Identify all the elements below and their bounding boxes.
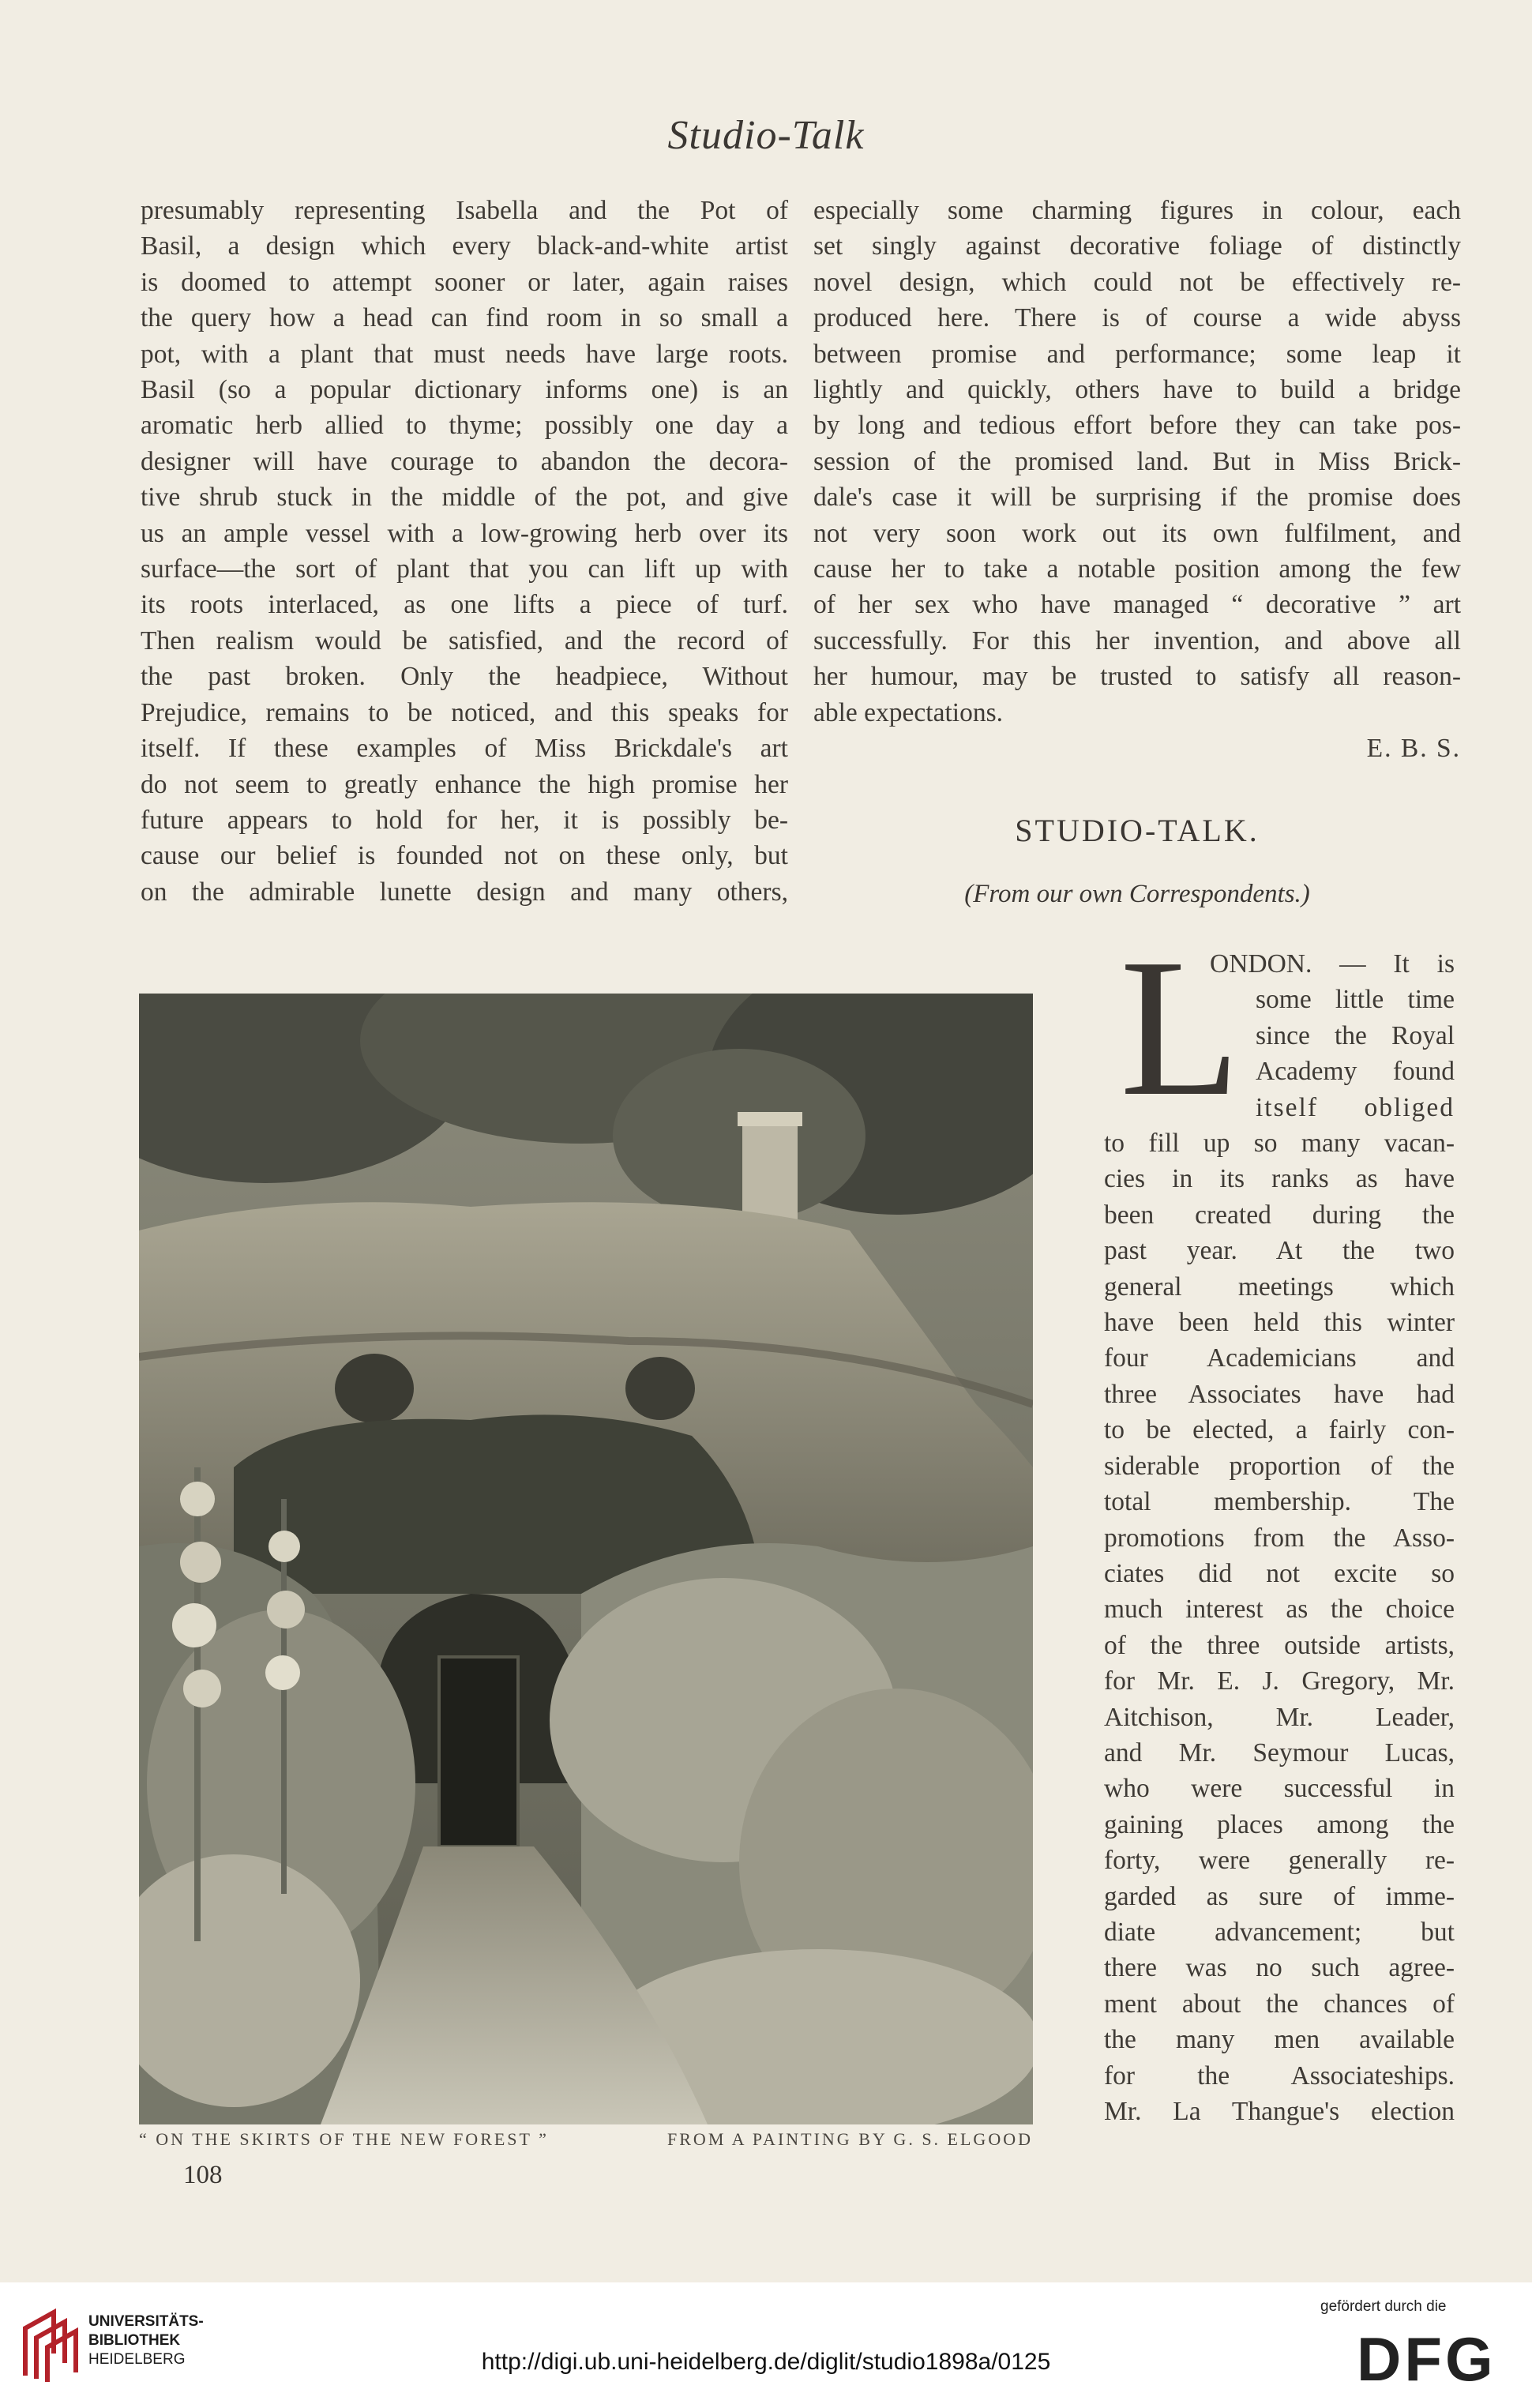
caption-title: “ ON THE SKIRTS OF THE NEW FOREST ” <box>139 2129 549 2149</box>
library-name-line: HEIDELBERG <box>88 2351 186 2368</box>
text-line: gaining places among the <box>1104 1809 1455 1839</box>
author-signature: E. B. S. <box>1366 734 1461 764</box>
text-line: session of the promised land. But in Miss Brick- <box>813 446 1461 476</box>
text-line: been created during the <box>1104 1200 1455 1230</box>
caption-credit: FROM A PAINTING BY G. S. ELGOOD <box>667 2129 1033 2149</box>
text-line: itself. If these examples of Miss Brickdale's art <box>141 734 788 764</box>
text-line: between promise and performance; some leap it <box>813 339 1461 369</box>
text-line: of her sex who have managed “ decorative ” art <box>813 590 1461 620</box>
text-line: future appears to hold for her, it is possibly be- <box>141 805 788 835</box>
plate-caption <box>139 2129 1033 2150</box>
text-line: four Academicians and <box>1104 1343 1455 1373</box>
page-number: 108 <box>183 2161 223 2189</box>
text-line: by long and tedious effort before they can take pos- <box>813 411 1461 441</box>
funded-by-label: gefördert durch die <box>1320 2298 1447 2315</box>
text-line: to fill up so many vacan- <box>1104 1129 1455 1159</box>
text-line: cause her to take a notable position among the few <box>813 554 1461 584</box>
library-name-line: UNIVERSITÄTS- <box>88 2313 204 2330</box>
text-line: to be elected, a fairly con- <box>1104 1415 1455 1445</box>
text-line: is doomed to attempt sooner or later, again raises <box>141 267 788 297</box>
text-line: past year. At the two <box>1104 1236 1455 1266</box>
text-line: ment about the chances of <box>1104 1989 1455 2019</box>
text-line: the query how a head can find room in so small a <box>141 303 788 333</box>
text-line: and Mr. Seymour Lucas, <box>1104 1737 1455 1767</box>
text-line: its roots interlaced, as one lifts a piece of turf. <box>141 590 788 620</box>
text-line: itself obliged <box>1256 1092 1455 1122</box>
text-line: forty, were generally re- <box>1104 1846 1455 1876</box>
text-line: total membership. The <box>1104 1487 1455 1517</box>
text-line: Academy found <box>1256 1057 1455 1087</box>
text-line: especially some charming figures in colour, each <box>813 196 1461 225</box>
text-line: pot, with a plant that must needs have large roots. <box>141 339 788 369</box>
text-line: aromatic herb allied to thyme; possibly one day a <box>141 411 788 441</box>
narrow-text-column <box>1104 946 1455 2129</box>
text-line: there was no such agree- <box>1104 1953 1455 1983</box>
text-line: some little time <box>1256 985 1455 1015</box>
text-line: us an ample vessel with a low-growing herb over its <box>141 518 788 548</box>
text-line: of the three outside artists, <box>1104 1630 1455 1660</box>
text-line: promotions from the Asso- <box>1104 1523 1455 1553</box>
text-line: Then realism would be satisfied, and the record of <box>141 625 788 656</box>
text-line: able expectations. <box>813 697 1003 727</box>
cottage-garden-illustration <box>139 994 1033 2124</box>
text-line: presumably representing Isabella and the Pot of <box>141 196 788 225</box>
text-line: diate advancement; but <box>1104 1917 1455 1947</box>
text-line: three Associates have had <box>1104 1379 1455 1409</box>
text-line: ciates did not excite so <box>1104 1558 1455 1588</box>
text-line: garded as sure of imme- <box>1104 1881 1455 1911</box>
text-line: lightly and quickly, others have to build a bridge <box>813 375 1461 405</box>
running-head: Studio-Talk <box>667 113 865 158</box>
section-title: STUDIO-TALK. <box>1015 813 1260 848</box>
section-subtitle: (From our own Correspondents.) <box>964 880 1310 908</box>
text-line: Mr. La Thangue's election <box>1104 2097 1455 2126</box>
text-line: tive shrub stuck in the middle of the pot, and give <box>141 483 788 513</box>
text-line: siderable proportion of the <box>1104 1451 1455 1481</box>
text-line: designer will have courage to abandon the decora- <box>141 446 788 476</box>
library-name-line: BIBLIOTHEK <box>88 2332 181 2349</box>
text-line: Basil (so a popular dictionary informs one) is an <box>141 375 788 405</box>
text-line: produced here. There is of course a wide abyss <box>813 303 1461 333</box>
text-line: ONDON. — It is <box>1210 949 1455 979</box>
drop-cap: L <box>1120 918 1241 1137</box>
text-line: cies in its ranks as have <box>1104 1164 1455 1194</box>
text-line: Prejudice, remains to be noticed, and this speaks for <box>141 697 788 727</box>
text-line: who were successful in <box>1104 1774 1455 1804</box>
text-line: set singly against decorative foliage of distinctly <box>813 231 1461 261</box>
text-line: for Mr. E. J. Gregory, Mr. <box>1104 1666 1455 1696</box>
text-line: the past broken. Only the headpiece, Without <box>141 662 788 692</box>
text-line: novel design, which could not be effectively re- <box>813 267 1461 297</box>
text-line: the many men available <box>1104 2025 1455 2055</box>
cottage-painting-plate <box>139 994 1033 2124</box>
text-line: do not seem to greatly enhance the high promise her <box>141 769 788 799</box>
text-line: her humour, may be trusted to satisfy all reason- <box>813 662 1461 692</box>
text-line: surface—the sort of plant that you can lift up with <box>141 554 788 584</box>
text-line: much interest as the choice <box>1104 1595 1455 1625</box>
text-line: on the admirable lunette design and many others, <box>141 877 788 907</box>
text-line: Basil, a design which every black-and-white artist <box>141 231 788 261</box>
text-line: successfully. For this her invention, and above all <box>813 625 1461 656</box>
text-line: since the Royal <box>1256 1020 1455 1050</box>
left-text-column <box>141 193 788 910</box>
dfg-logo: DFG <box>1357 2324 1496 2394</box>
text-line: general meetings which <box>1104 1272 1455 1302</box>
right-text-column <box>813 193 1461 767</box>
permalink-url[interactable]: http://digi.ub.uni-heidelberg.de/diglit/studio1898a/0125 <box>481 2349 1051 2375</box>
text-line: cause our belief is founded not on these only, but <box>141 841 788 871</box>
text-line: Aitchison, Mr. Leader, <box>1104 1702 1455 1732</box>
text-line: not very soon work out its own fulfilment, and <box>813 518 1461 548</box>
text-line: dale's case it will be surprising if the promise does <box>813 483 1461 513</box>
text-line: have been held this winter <box>1104 1308 1455 1338</box>
text-line: for the Associateships. <box>1104 2061 1455 2091</box>
viewer-footer <box>0 2282 1532 2408</box>
